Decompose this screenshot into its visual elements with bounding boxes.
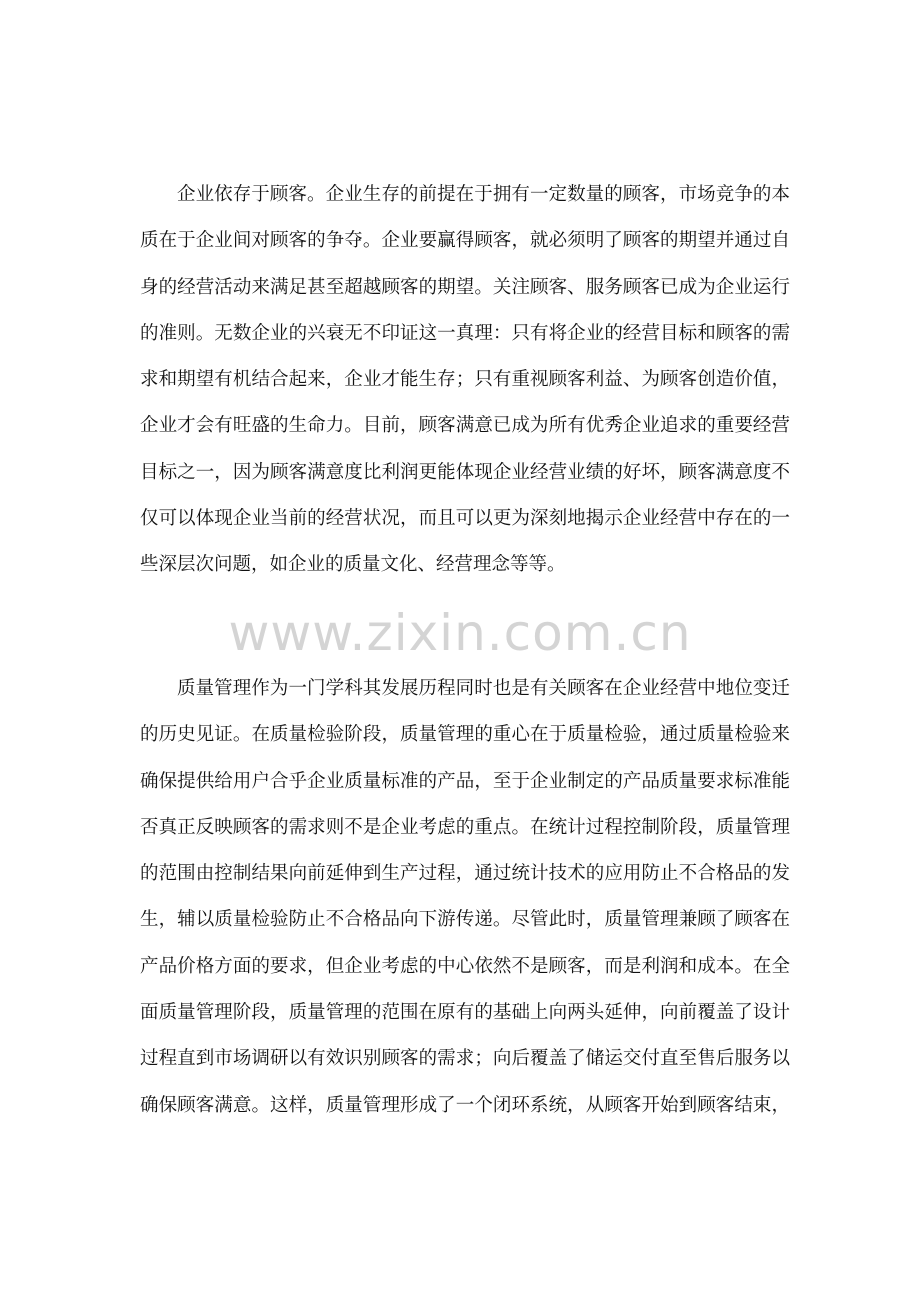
- paragraph-line: 企业依存于顾客。企业生存的前提在于拥有一定数量的顾客，市场竞争的本: [177, 184, 790, 205]
- paragraph-line: 确保提供给用户合乎企业质量标准的产品，至于企业制定的产品质量要求标准能: [140, 770, 790, 792]
- paragraph-line: 否真正反映顾客的需求则不是企业考虑的重点。在统计过程控制阶段，质量管理: [140, 816, 790, 838]
- paragraph-line: 目标之一，因为顾客满意度比利润更能体现企业经营业绩的好坏，顾客满意度不: [140, 461, 790, 483]
- paragraph-line: 质在于企业间对顾客的争夺。企业要赢得顾客，就必须明了顾客的期望并通过自: [140, 230, 790, 252]
- paragraph-line: 过程直到市场调研以有效识别顾客的需求；向后覆盖了储运交付直至售后服务以: [140, 1048, 790, 1070]
- paragraph-quality-management-history: [140, 666, 790, 1129]
- paragraph-line: 些深层次问题，如企业的质量文化、经营理念等等。: [140, 554, 566, 576]
- paragraph-line: 仅可以体现企业当前的经营状况，而且可以更为深刻地揭示企业经营中存在的一: [140, 508, 790, 530]
- paragraph-line: 质量管理作为一门学科其发展历程同时也是有关顾客在企业经营中地位变迁: [177, 678, 790, 699]
- paragraph-line: 的范围由控制结果向前延伸到生产过程，通过统计技术的应用防止不合格品的发: [140, 863, 790, 885]
- paragraph-line: 面质量管理阶段，质量管理的范围在原有的基础上向两头延伸，向前覆盖了设计: [140, 1002, 790, 1024]
- paragraph-line: 产品价格方面的要求，但企业考虑的中心依然不是顾客，而是利润和成本。在全: [140, 955, 790, 977]
- paragraph-line: 的准则。无数企业的兴衰无不印证这一真理：只有将企业的经营目标和顾客的需: [140, 322, 790, 344]
- paragraph-line: 企业才会有旺盛的生命力。目前，顾客满意已成为所有优秀企业追求的重要经营: [140, 415, 790, 437]
- paragraph-line: 身的经营活动来满足甚至超越顾客的期望。关注顾客、服务顾客已成为企业运行: [140, 276, 790, 298]
- paragraph-customer-dependence: [140, 172, 790, 589]
- paragraph-line: 的历史见证。在质量检验阶段，质量管理的重心在于质量检验，通过质量检验来: [140, 724, 790, 746]
- paragraph-line: 生，辅以质量检验防止不合格品向下游传递。尽管此时，质量管理兼顾了顾客在: [140, 909, 790, 931]
- watermark: www.zixin.com.cn: [228, 604, 692, 662]
- paragraph-line: 确保顾客满意。这样，质量管理形成了一个闭环系统，从顾客开始到顾客结束，: [140, 1094, 790, 1116]
- paragraph-line: 求和期望有机结合起来，企业才能生存；只有重视顾客利益、为顾客创造价值，: [140, 369, 790, 391]
